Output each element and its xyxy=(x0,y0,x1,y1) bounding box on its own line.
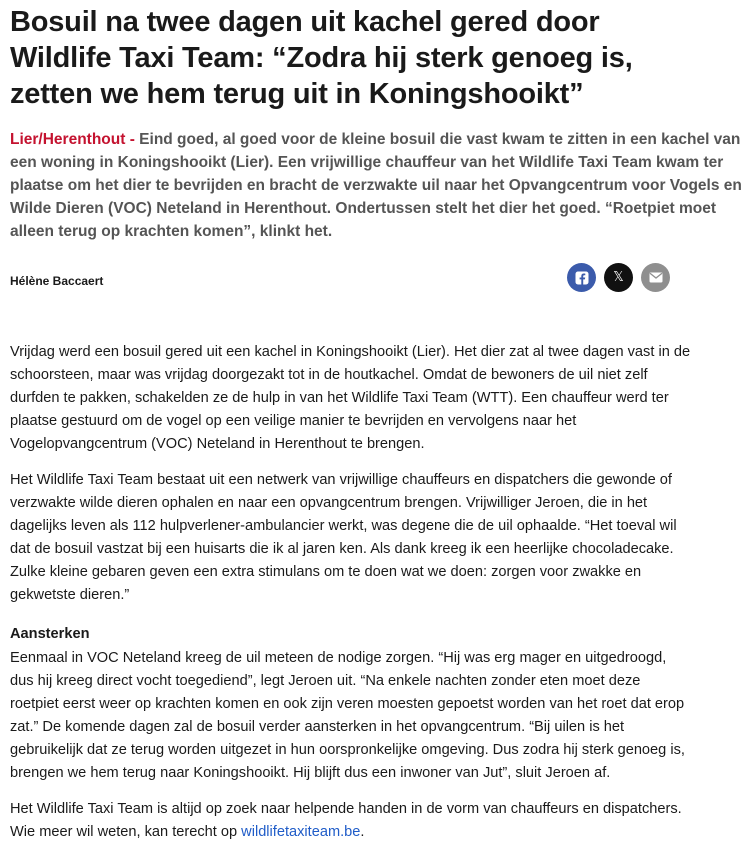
body-line: dagelijks leven als 112 hulpverlener-ambulancier werkt, was degene die de uil ophaalde. “Het toeval wil xyxy=(10,518,677,534)
x-icon: 𝕏 xyxy=(613,270,624,285)
body-line: Eenmaal in VOC Neteland kreeg de uil meteen de nodige zorgen. “Hij was erg mager en uitgedroogd, xyxy=(10,650,667,666)
body-line: verzwakte wilde dieren ophalen en naar een opvangcentrum brengen. Vrijwilliger Jeroen, die in het xyxy=(10,495,648,511)
body-paragraph xyxy=(10,341,691,456)
lead-line: een woning in Koningshooikt (Lier). Een vrijwillige chauffeur van het Wildlife Taxi Team kwam ter xyxy=(10,154,724,171)
body-line: gebruikelijk dat ze terug worden uitgezet in hun oorspronkelijke omgeving. Dus zodra hij sterk genoeg is, xyxy=(10,742,685,758)
author-name: Hélène Baccaert xyxy=(10,274,104,288)
byline-row xyxy=(10,263,674,307)
mail-icon xyxy=(649,272,663,283)
title-line: Bosuil na twee dagen uit kachel gered door xyxy=(10,6,600,38)
body-paragraph xyxy=(10,647,685,785)
title-line: zetten we hem terug uit in Koningshooikt” xyxy=(10,78,584,110)
website-link[interactable]: wildlifetaxiteam.be xyxy=(241,824,361,840)
lead-location: Lier/Herenthout - xyxy=(10,131,140,148)
body-line: durfden te pakken, schakelden ze de hulp in van het Wildlife Taxi Team (WTT). Een chauffeur werd ter xyxy=(10,390,669,406)
facebook-icon xyxy=(575,271,589,285)
body-line: schoorsteen, maar was vrijdag doorgezakt tot in de houtkachel. Omdat de bewoners de uil niet zelf xyxy=(10,367,648,383)
article-body xyxy=(10,341,691,844)
lead-line: plaatse om het dier te bevrijden en bracht de verzwakte uil naar het Opvangcentrum voor Vogels en xyxy=(10,177,742,194)
title-line: Wildlife Taxi Team: “Zodra hij sterk genoeg is, xyxy=(10,42,633,74)
body-line: plaatse gestuurd om de vogel op een veilige manier te bevrijden en vervolgens naar het xyxy=(10,413,577,429)
lead-line: alleen terug op krachten komen”, klinkt het. xyxy=(10,223,333,240)
article-lead xyxy=(10,128,742,243)
body-line: Het Wildlife Taxi Team is altijd op zoek naar helpende handen in de vorm van chauffeurs en dispatchers. xyxy=(10,801,682,817)
body-line: gekwetste dieren.” xyxy=(10,587,130,603)
lead-line: Wilde Dieren (VOC) Neteland in Herenthout. Ondertussen stelt het dier het goed. “Roetpiet moet xyxy=(10,200,717,217)
body-line: dat de bosuil vastzat bij een huisarts die ik al jaren ken. Als dank kreeg ik een heerlijke chocoladecake. xyxy=(10,541,674,557)
lead-line: Eind goed, al goed voor de kleine bosuil die vast kwam te zitten in een kachel van xyxy=(139,131,741,148)
section-heading: Aansterken xyxy=(10,626,90,642)
share-x-button[interactable] xyxy=(604,263,633,292)
share-mail-button[interactable] xyxy=(641,263,670,292)
body-line-suffix: . xyxy=(360,824,365,840)
share-facebook-button[interactable] xyxy=(567,263,596,292)
body-line: brengen we hem terug naar Koningshooikt. Hij blijft dus een inwoner van Jut”, sluit Jeroen af. xyxy=(10,765,611,781)
article-title xyxy=(10,4,674,112)
body-line: Het Wildlife Taxi Team bestaat uit een netwerk van vrijwillige chauffeurs en dispatchers die gewonde of xyxy=(10,472,672,488)
body-paragraph xyxy=(10,798,682,844)
body-line: zat.” De komende dagen zal de bosuil verder aansterken in het opvangcentrum. “Bij uilen is het xyxy=(10,719,625,735)
body-line: roetpiet eerst weer op krachten komen en ook zijn veren moesten gepoetst worden van het roet dat erop xyxy=(10,696,685,712)
body-line: Vrijdag werd een bosuil gered uit een kachel in Koningshooikt (Lier). Het dier zat al twee dagen vast in de xyxy=(10,344,691,360)
body-line: Vogelopvangcentrum (VOC) Neteland in Herenthout te brengen. xyxy=(10,436,425,452)
body-line: dus hij kreeg direct vocht toegediend”, legt Jeroen uit. “Na enkele nachten zonder eten moet deze xyxy=(10,673,641,689)
body-line: Zulke kleine gebaren geven een extra stimulans om te doen wat we doen: zorgen voor zwakke en xyxy=(10,564,642,580)
share-buttons xyxy=(567,263,670,292)
body-line-prefix: Wie meer wil weten, kan terecht op xyxy=(10,824,242,840)
article xyxy=(0,4,742,844)
body-paragraph xyxy=(10,469,677,607)
